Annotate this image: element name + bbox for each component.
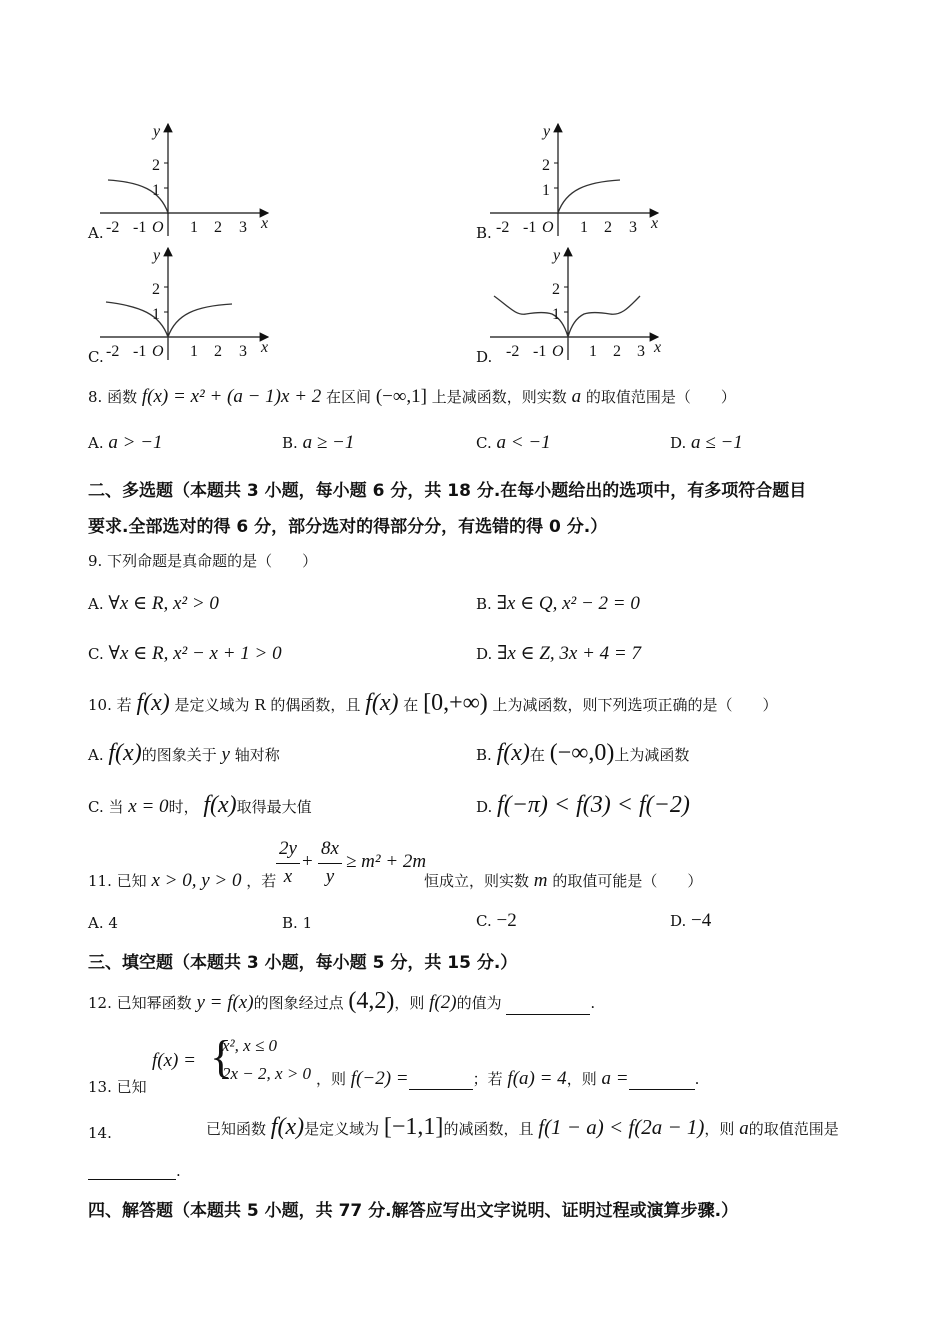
tick-p3: 3 bbox=[239, 219, 247, 236]
denominator-1: x bbox=[283, 866, 293, 887]
tick-p3: 3 bbox=[239, 343, 247, 360]
tick-1: 1 bbox=[542, 182, 550, 199]
tick-2: 2 bbox=[542, 157, 550, 174]
fraction-bar bbox=[276, 863, 300, 864]
option-label: B. bbox=[476, 595, 492, 613]
origin: O bbox=[152, 343, 164, 360]
question-11 bbox=[88, 870, 276, 892]
option-text: a > −1 bbox=[108, 432, 163, 453]
text: 是定义域为 bbox=[304, 1120, 380, 1138]
axis-x-label: x bbox=[651, 215, 659, 232]
piecewise-case-2: 2x − 2, x > 0 bbox=[222, 1064, 312, 1083]
text: 当 bbox=[108, 798, 124, 816]
tick-p3: 3 bbox=[629, 219, 637, 236]
denominator-2: y bbox=[325, 866, 335, 887]
axis-x-label: x bbox=[261, 339, 269, 356]
answer-blank[interactable] bbox=[88, 1163, 176, 1180]
text: 轴对称 bbox=[234, 746, 280, 764]
section-3-heading: 三、填空题（本题共 3 小题，每小题 5 分，共 15 分.） bbox=[88, 953, 518, 973]
text: 函数 bbox=[107, 388, 138, 406]
variable: y bbox=[221, 744, 230, 765]
question-number: 9. bbox=[88, 552, 103, 570]
text: 的取值可能是（ ） bbox=[552, 872, 703, 890]
q8-option-c bbox=[476, 432, 551, 454]
function: f(x) bbox=[365, 690, 399, 716]
domain: [−1,1] bbox=[383, 1114, 444, 1140]
q9-option-d bbox=[476, 642, 641, 665]
numerator-2: 8x bbox=[321, 838, 339, 859]
option-label: C. bbox=[88, 645, 104, 663]
tick-m1: -1 bbox=[523, 219, 537, 236]
option-text: ∀x ∈ R, x² − x + 1 > 0 bbox=[108, 643, 282, 664]
graph-a bbox=[100, 118, 280, 244]
option-b-label: B. bbox=[476, 224, 492, 242]
text: 上为减函数，则下列选项正确的是（ ） bbox=[492, 696, 778, 714]
option-text: a < −1 bbox=[496, 432, 551, 453]
question-14-number: 14. bbox=[88, 1124, 112, 1142]
text: 时， bbox=[168, 798, 199, 816]
condition: f(a) = 4 bbox=[507, 1068, 567, 1089]
tick-2: 2 bbox=[152, 281, 160, 298]
text: . bbox=[590, 994, 596, 1012]
question-8 bbox=[88, 386, 736, 408]
question-number: 8. bbox=[88, 388, 103, 406]
text: 在 bbox=[403, 696, 419, 714]
expression: f(−π) < f(3) < f(−2) bbox=[497, 792, 690, 818]
text: 恒成立，则实数 bbox=[424, 872, 530, 890]
q11-option-a bbox=[88, 914, 118, 932]
text: 已知函数 bbox=[206, 1120, 267, 1138]
tick-m2: -2 bbox=[496, 219, 510, 236]
graph-d bbox=[490, 242, 670, 368]
option-label: D. bbox=[670, 912, 687, 930]
variable: a bbox=[739, 1118, 749, 1139]
expression: f(2) bbox=[429, 992, 457, 1013]
tick-m2: -2 bbox=[106, 343, 120, 360]
curve bbox=[494, 296, 640, 337]
q9-option-b bbox=[476, 592, 640, 615]
question-13-tail bbox=[316, 1068, 699, 1090]
option-a-label: A. bbox=[88, 224, 104, 242]
option-text: ∀x ∈ R, x² > 0 bbox=[108, 593, 219, 614]
text: ；若 bbox=[472, 1070, 503, 1088]
text: ，则 bbox=[566, 1070, 597, 1088]
q10-option-a bbox=[88, 740, 280, 767]
text: 上是减函数，则实数 bbox=[431, 388, 567, 406]
expression: f(−2) = bbox=[350, 1068, 409, 1089]
tick-1: 1 bbox=[552, 306, 560, 323]
text: 上为减函数 bbox=[614, 746, 690, 764]
text: ，则 bbox=[316, 1070, 347, 1088]
option-text: a ≥ −1 bbox=[302, 432, 355, 453]
piecewise-case-1: x², x ≤ 0 bbox=[222, 1036, 278, 1055]
option-label: A. bbox=[88, 746, 104, 764]
section-2-heading-line1: 二、多选题（本题共 3 小题，每小题 6 分，共 18 分.在每小题给出的选项中，有多项符合题目 bbox=[88, 481, 807, 501]
axis-y-label: y bbox=[153, 247, 161, 264]
piecewise-lhs: f(x) = bbox=[152, 1050, 196, 1071]
inequality bbox=[276, 838, 426, 898]
interval: [0,+∞) bbox=[423, 690, 488, 716]
answer-blank[interactable] bbox=[506, 998, 590, 1015]
question-14 bbox=[206, 1114, 839, 1141]
text: 在 bbox=[529, 746, 545, 764]
text: . bbox=[694, 1070, 700, 1088]
axis-x-label: x bbox=[261, 215, 269, 232]
text: 的偶函数，且 bbox=[270, 696, 361, 714]
inequality: f(1 − a) < f(2a − 1) bbox=[538, 1115, 705, 1139]
tick-m1: -1 bbox=[133, 343, 147, 360]
numerator-1: 2y bbox=[279, 838, 297, 859]
section-4-heading: 四、解答题（本题共 5 小题，共 77 分.解答应写出文字说明、证明过程或演算步骤.） bbox=[88, 1201, 739, 1221]
function: f(x) bbox=[496, 740, 530, 766]
origin: O bbox=[152, 219, 164, 236]
tick-2: 2 bbox=[552, 281, 560, 298]
question-number: 11. bbox=[88, 872, 112, 890]
function: f(x) bbox=[203, 792, 237, 818]
q9-option-c bbox=[88, 642, 282, 665]
origin: O bbox=[542, 219, 554, 236]
set-r: R bbox=[254, 696, 266, 714]
tick-p2: 2 bbox=[613, 343, 621, 360]
option-text: ∃x ∈ Z, 3x + 4 = 7 bbox=[497, 643, 641, 664]
option-label: D. bbox=[670, 434, 687, 452]
question-13-number bbox=[88, 1076, 147, 1097]
text: 已知 bbox=[116, 872, 147, 890]
tick-m1: -1 bbox=[133, 219, 147, 236]
q9-option-a bbox=[88, 592, 219, 615]
option-label: C. bbox=[476, 912, 492, 930]
option-text: ∃x ∈ Q, x² − 2 = 0 bbox=[496, 593, 640, 614]
question-14-answer-line bbox=[88, 1162, 181, 1180]
text: 的图象经过点 bbox=[253, 994, 344, 1012]
interval: (−∞,1] bbox=[375, 386, 428, 407]
text: 是定义域为 bbox=[174, 696, 250, 714]
option-text: −2 bbox=[496, 910, 517, 931]
right-hand-side: ≥ m² + 2m bbox=[346, 851, 427, 872]
axis-y-label: y bbox=[153, 123, 161, 140]
q8-option-a bbox=[88, 432, 163, 454]
text: ，则 bbox=[704, 1120, 735, 1138]
variable: m bbox=[533, 870, 548, 891]
tick-2: 2 bbox=[152, 157, 160, 174]
option-d-label: D. bbox=[476, 348, 493, 366]
q10-option-b bbox=[476, 740, 689, 767]
tick-p1: 1 bbox=[190, 343, 198, 360]
fraction-bar bbox=[318, 863, 342, 864]
function: f(x) bbox=[108, 740, 142, 766]
q8-option-d bbox=[670, 432, 743, 454]
text: ，若 bbox=[246, 872, 277, 890]
section-2-heading-line2: 要求.全部选对的得 6 分，部分选对的得部分分，有选错的得 0 分.） bbox=[88, 517, 608, 537]
text: 的取值范围是 bbox=[748, 1120, 839, 1138]
question-number: 13. bbox=[88, 1078, 112, 1096]
tick-p1: 1 bbox=[190, 219, 198, 236]
question-number: 10. bbox=[88, 696, 112, 714]
tick-p3: 3 bbox=[637, 343, 645, 360]
answer-blank-2[interactable] bbox=[629, 1073, 695, 1090]
option-text: −4 bbox=[691, 910, 712, 931]
option-label: A. bbox=[88, 914, 104, 932]
condition: x > 0, y > 0 bbox=[151, 870, 242, 891]
text: . bbox=[176, 1162, 181, 1180]
option-label: A. bbox=[88, 434, 104, 452]
option-text: 1 bbox=[302, 914, 313, 932]
question-11-tail bbox=[424, 870, 702, 892]
graph-c bbox=[100, 242, 280, 368]
text: 的图象关于 bbox=[141, 746, 217, 764]
tick-m2: -2 bbox=[106, 219, 120, 236]
text: 的值为 bbox=[456, 994, 502, 1012]
curve bbox=[558, 180, 620, 213]
graph-b bbox=[490, 118, 670, 244]
expression: a = bbox=[601, 1068, 629, 1089]
answer-blank-1[interactable] bbox=[409, 1073, 473, 1090]
point: (4,2) bbox=[348, 988, 395, 1014]
text: 在区间 bbox=[326, 388, 372, 406]
axis-x-label: x bbox=[654, 339, 662, 356]
question-number: 12. bbox=[88, 994, 112, 1012]
text: 的取值范围是（ ） bbox=[585, 388, 736, 406]
option-label: C. bbox=[88, 798, 104, 816]
tick-m2: -2 bbox=[506, 343, 520, 360]
function: f(x) bbox=[270, 1114, 305, 1140]
text: 取得最大值 bbox=[236, 798, 312, 816]
q8-option-b bbox=[282, 432, 354, 454]
option-label: D. bbox=[476, 798, 493, 816]
tick-p2: 2 bbox=[604, 219, 612, 236]
text: 已知幂函数 bbox=[116, 994, 192, 1012]
option-label: B. bbox=[282, 434, 298, 452]
curve bbox=[106, 302, 232, 337]
q11-option-d bbox=[670, 910, 711, 932]
tick-1: 1 bbox=[152, 182, 160, 199]
origin: O bbox=[552, 343, 564, 360]
axis-y-label: y bbox=[543, 123, 551, 140]
text: 若 bbox=[116, 696, 132, 714]
expression: x = 0 bbox=[128, 796, 169, 817]
question-10 bbox=[88, 690, 778, 717]
option-label: C. bbox=[476, 434, 492, 452]
brace: { bbox=[210, 1031, 233, 1082]
plus-sign: + bbox=[302, 851, 313, 872]
function: f(x) bbox=[136, 690, 170, 716]
option-text: a ≤ −1 bbox=[691, 432, 743, 453]
q11-option-c bbox=[476, 910, 517, 932]
question-9 bbox=[88, 550, 317, 571]
text: 已知 bbox=[116, 1078, 147, 1096]
tick-p1: 1 bbox=[580, 219, 588, 236]
tick-p2: 2 bbox=[214, 219, 222, 236]
option-c-label: C. bbox=[88, 348, 104, 366]
tick-p1: 1 bbox=[589, 343, 597, 360]
q10-option-c bbox=[88, 792, 312, 819]
question-12 bbox=[88, 988, 595, 1015]
expression: y = f(x) bbox=[196, 992, 254, 1013]
function-expression: f(x) = x² + (a − 1)x + 2 bbox=[141, 386, 322, 407]
option-label: B. bbox=[476, 746, 492, 764]
interval: (−∞,0) bbox=[549, 740, 615, 766]
q10-option-d bbox=[476, 792, 690, 819]
tick-1: 1 bbox=[152, 306, 160, 323]
tick-m1: -1 bbox=[533, 343, 547, 360]
axis-y-label: y bbox=[553, 247, 561, 264]
tick-p2: 2 bbox=[214, 343, 222, 360]
option-label: A. bbox=[88, 595, 104, 613]
text: 的减函数，且 bbox=[443, 1120, 534, 1138]
option-label: B. bbox=[282, 914, 298, 932]
question-stem: 下列命题是真命题的是（ ） bbox=[107, 552, 318, 570]
option-text: 4 bbox=[108, 914, 118, 932]
option-label: D. bbox=[476, 645, 493, 663]
text: ，则 bbox=[394, 994, 425, 1012]
variable: a bbox=[571, 386, 582, 407]
q11-option-b bbox=[282, 914, 312, 932]
